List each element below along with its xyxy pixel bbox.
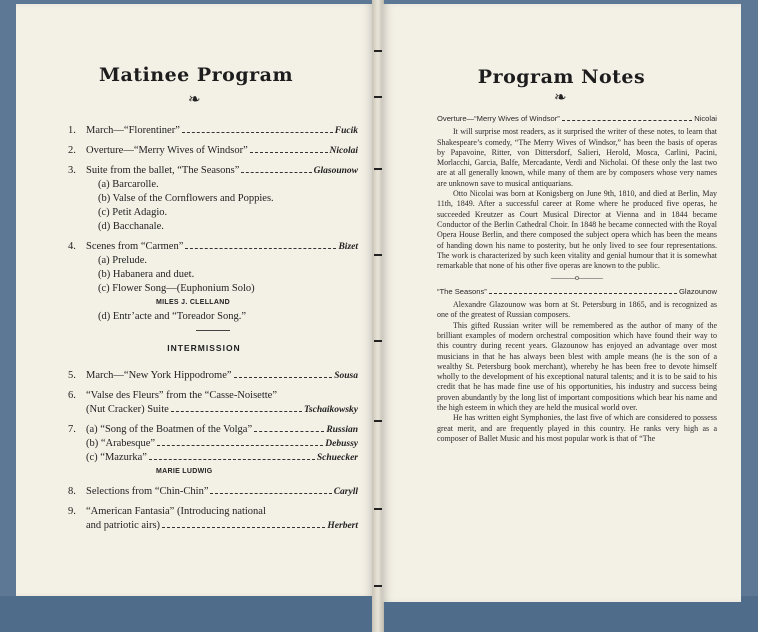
- program-line: [86, 505, 358, 519]
- piece-title: Selections from “Chin-Chin”: [86, 486, 209, 497]
- leader-dots: [157, 445, 323, 446]
- note-composer: Nicolai: [694, 114, 717, 123]
- note-paragraph: It will surprise most readers, as it surprised the writer of these notes, to learn that Shakespeare’s comedy, “The Merry Wives of Windsor,” has been the basis of operas by Papavoine, Ritter, von Dittersdorf, Salieri, Herold, Mosca, Carlini, Pacini, Morlacchi, Garcia, Balfe, Mercadante, Verdi and Nicholai. Of these only the last two are at all generally known, while many of them are by composers whose very names are unknown save to musical antiquarians.: [437, 127, 717, 188]
- program-item: [68, 240, 358, 324]
- leader-dots: [171, 411, 302, 412]
- piece-title: Suite from the ballet, “The Seasons”: [86, 165, 240, 176]
- program-line: [86, 240, 358, 254]
- composer-name: Tschaikowsky: [303, 405, 358, 415]
- item-number: 7.: [68, 424, 76, 435]
- program-list: [68, 124, 358, 539]
- leader-dots: [234, 377, 333, 378]
- piece-title: March—“New York Hippodrome”: [86, 370, 232, 381]
- program-item: [68, 505, 358, 533]
- composer-name: Sousa: [334, 371, 358, 381]
- sub-item: (b) Valse of the Cornflowers and Poppies.: [98, 193, 274, 204]
- leader-dots: [210, 493, 331, 494]
- leader-dots: [149, 459, 315, 460]
- piece-title: “Valse des Fleurs” from the “Casse-Noisette”: [86, 390, 277, 401]
- program-line: [86, 369, 358, 383]
- note-heading: [437, 287, 717, 297]
- item-number: 9.: [68, 506, 76, 517]
- composer-name: Debussy: [325, 439, 358, 449]
- left-page: [16, 4, 374, 596]
- item-number: 1.: [68, 125, 76, 136]
- note-piece: “The Seasons”: [437, 286, 487, 296]
- right-page: [382, 4, 741, 602]
- composer-name: Glasounow: [313, 166, 358, 176]
- piece-title: and patriotic airs): [86, 520, 161, 531]
- sub-item: (c) Petit Adagio.: [98, 207, 168, 218]
- piece-title: (c) “Mazurka”: [86, 452, 147, 463]
- sub-item: (a) Prelude.: [98, 255, 147, 266]
- program-item: [68, 389, 358, 417]
- composer-name: Herbert: [327, 521, 358, 531]
- piece-title: Scenes from “Carmen”: [86, 241, 184, 252]
- composer-name: Caryll: [333, 487, 358, 497]
- intermission-heading: INTERMISSION: [167, 343, 241, 353]
- note-piece: Overture—“Merry Wives of Windsor”: [437, 114, 560, 123]
- note-paragraph: Alexandre Glazounow was born at St. Petersburg in 1865, and is recognized as one of the greatest of Russian composers.: [437, 300, 717, 320]
- sub-item: (b) Habanera and duet.: [98, 269, 195, 280]
- program-line: [86, 423, 358, 437]
- leader-dots: [250, 152, 328, 153]
- stitch: [374, 50, 382, 52]
- ornament-icon: ❧: [188, 92, 201, 108]
- program-item: [68, 164, 358, 234]
- ornament-icon: ❧: [554, 90, 567, 106]
- piece-title: “American Fantasia” (Introducing national: [86, 506, 266, 517]
- piece-title: Overture—“Merry Wives of Windsor”: [86, 145, 248, 156]
- sub-item: (d) Bacchanale.: [98, 221, 164, 232]
- stitch: [374, 508, 382, 510]
- note-heading: [437, 114, 717, 124]
- performer-name: MILES J. CLELLAND: [156, 299, 230, 306]
- leader-dots: [489, 293, 677, 294]
- stitch: [374, 340, 382, 342]
- composer-name: Nicolai: [329, 146, 358, 156]
- stitch: [374, 254, 382, 256]
- program-line: [86, 519, 358, 533]
- stitch: [374, 96, 382, 98]
- stitch: [374, 420, 382, 422]
- program-item: [68, 124, 358, 138]
- leader-dots: [162, 527, 325, 528]
- page-title: Matinee Program: [98, 64, 294, 86]
- program-line: [86, 164, 358, 178]
- piece-title: March—“Florentiner”: [86, 125, 180, 136]
- item-number: 6.: [68, 390, 76, 401]
- note-paragraph: He has written eight Symphonies, the last five of which are considered to possess great merit, and are frequently played in this country. He ranks very high as a composer of Ballet Music and his most popular work is that of “The: [437, 413, 717, 443]
- sub-item: (d) Entr’acte and “Toreador Song.”: [98, 311, 247, 322]
- page-title: Program Notes: [477, 66, 646, 88]
- program-line: [86, 389, 358, 403]
- leader-dots: [254, 431, 324, 432]
- program-item: [68, 144, 358, 158]
- program-line: [86, 144, 358, 158]
- leader-dots: [562, 120, 692, 121]
- note-composer: Glazounow: [679, 286, 717, 296]
- note-paragraph: This gifted Russian writer will be remembered as the author of many of the brilliant examples of modern orchestral composition which have found their way to this country during recent years. Glazounow has enjoyed an advantage over most musicians in that he has always been blest with ample means (he is the son of a wealthy St. Petersburg book merchant), whereby he has been free to devote himself wholly to the development of his exceptional natural talents; and it is to be said to his credit that he has made fine use of his opportunities, his industry and success being proven abundantly by the long list of important compositions which bear his name and the high esteem in which they are held the musical world over.: [437, 320, 717, 413]
- program-line: [86, 451, 358, 465]
- item-number: 8.: [68, 486, 76, 497]
- sub-item: (c) Flower Song—(Euphonium Solo): [98, 283, 255, 294]
- stitch: [374, 168, 382, 170]
- item-number: 2.: [68, 145, 76, 156]
- divider: [196, 330, 230, 331]
- leader-dots: [241, 172, 311, 173]
- piece-title: (a) “Song of the Boatmen of the Volga”: [86, 424, 253, 435]
- program-line: [86, 124, 358, 138]
- composer-name: Bizet: [338, 242, 358, 252]
- leader-dots: [185, 248, 336, 249]
- note-paragraph: Otto Nicolai was born at Konigsberg on June 9th, 1810, and died at Berlin, May 11th, 1849. After a successful career at Rome where he produced five operas, he succeeded Kreutzer as Court Musical Director at Vienna and in 1844 became Conductor of the Berlin Cathedral Choir. In 1848 he became connected with the Royal Opera House Berlin, and there composed the subject opera which has been the means of handing down his name to posterity, but he only lived to see four representations. The work is characterized by such keen vitality and genial humour that it is somewhat remarkable that none of his other five operas are known to the public.: [437, 189, 717, 271]
- leader-dots: [182, 132, 333, 133]
- item-number: 3.: [68, 165, 76, 176]
- program-line: [86, 403, 358, 417]
- composer-name: Schuecker: [316, 453, 358, 463]
- stitch: [374, 585, 382, 587]
- program-notes: [437, 114, 717, 444]
- composer-name: Fucik: [334, 126, 358, 136]
- piece-title: (b) “Arabesque”: [86, 438, 156, 449]
- composer-name: Russian: [326, 425, 358, 435]
- sub-item: (a) Barcarolle.: [98, 179, 159, 190]
- program-line: [86, 485, 358, 499]
- program-item: [68, 423, 358, 479]
- separator: ———o———: [551, 273, 603, 283]
- item-number: 5.: [68, 370, 76, 381]
- item-number: 4.: [68, 241, 76, 252]
- program-item: [68, 369, 358, 383]
- piece-title: (Nut Cracker) Suite: [86, 404, 169, 415]
- performer-name: MARIE LUDWIG: [156, 468, 213, 475]
- program-line: [86, 437, 358, 451]
- program-item: [68, 485, 358, 499]
